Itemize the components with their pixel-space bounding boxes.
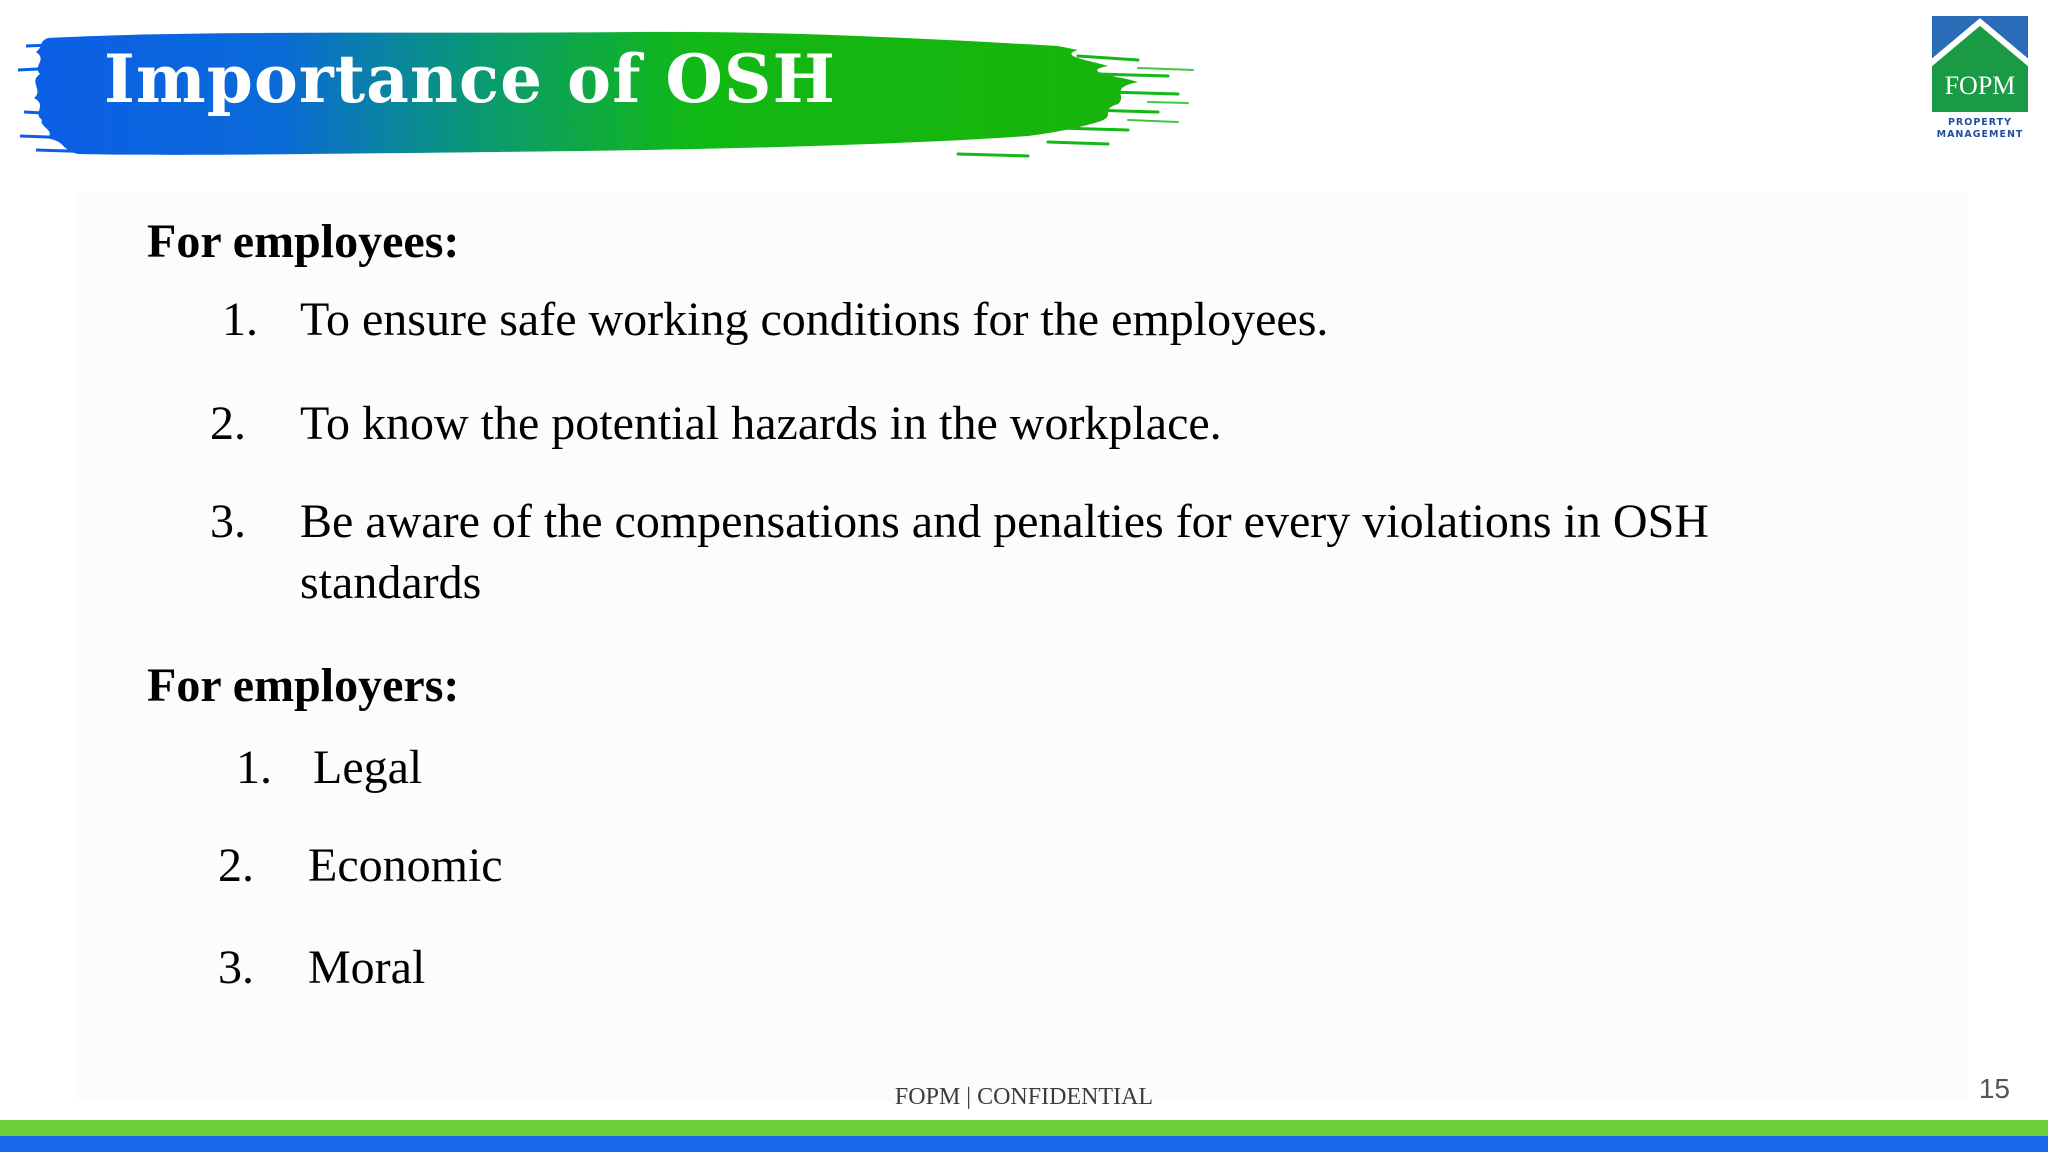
employers-item-1-text: Legal <box>313 741 423 794</box>
employers-item-2-text: Economic <box>308 839 503 892</box>
employees-item-2-text: To know the potential hazards in the workplace. <box>300 397 1222 450</box>
logo-subtitle-line2: MANAGEMENT <box>1936 129 2024 140</box>
logo-name: FOPM <box>1944 71 2016 100</box>
employees-heading: For employees: <box>147 215 460 268</box>
slide-title: Importance of OSH <box>104 40 836 118</box>
logo-subtitle-line1: PROPERTY <box>1947 117 2013 128</box>
employees-item-1-text: To ensure safe working conditions for the employees. <box>300 293 1329 346</box>
employees-item-3-text-continued: standards <box>300 556 482 609</box>
employers-item-3-text: Moral <box>308 941 426 994</box>
page-number: 15 <box>1978 1073 2010 1104</box>
employers-heading: For employers: <box>147 659 460 712</box>
employees-item-1-number: 1. <box>222 293 258 346</box>
employees-item-3-number: 3. <box>210 495 246 548</box>
employees-item-2-number: 2. <box>210 397 246 450</box>
footer-stripe-green <box>0 1120 2048 1136</box>
employees-item-3-text: Be aware of the compensations and penalties for every violations in OSH <box>300 495 1709 548</box>
footer-confidential: FOPM | CONFIDENTIAL <box>894 1084 1154 1110</box>
employers-item-2-number: 2. <box>218 839 254 892</box>
employers-item-3-number: 3. <box>218 941 254 994</box>
employers-item-1-number: 1. <box>236 741 272 794</box>
footer-stripe-blue <box>0 1136 2048 1152</box>
